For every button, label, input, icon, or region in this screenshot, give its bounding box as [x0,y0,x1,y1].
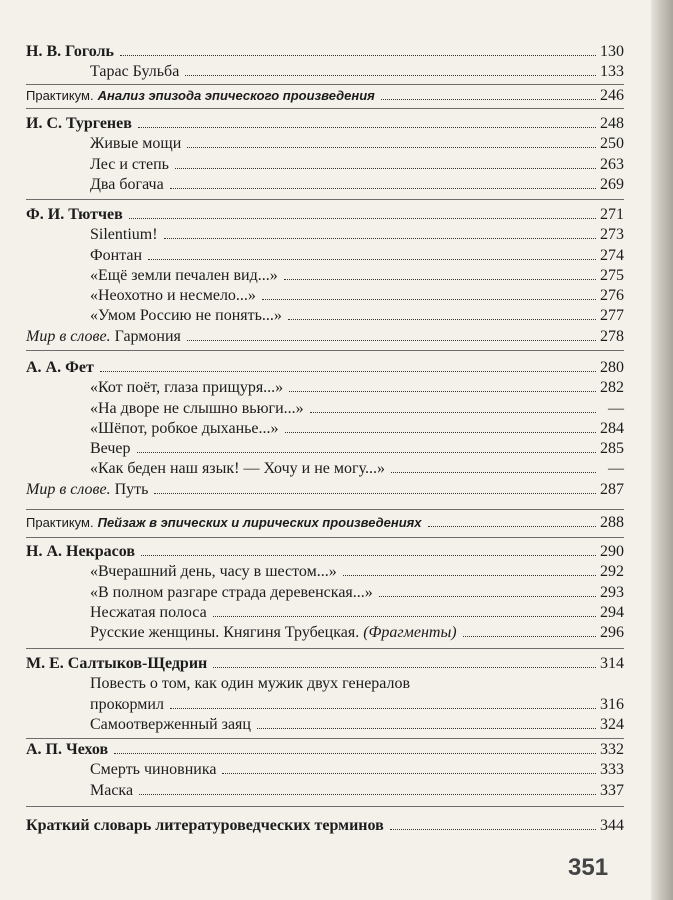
toc-work-entry[interactable] [26,562,624,582]
toc-work-entry[interactable] [26,266,624,286]
dot-leader [428,526,596,527]
page-ref: 284 [600,419,624,437]
toc-mir-entry[interactable] [26,480,624,500]
divider [26,84,624,85]
page-ref: 282 [600,379,624,397]
work-title: «Вчерашний день, часу в шестом...» [90,563,337,581]
page-ref: 273 [600,226,624,244]
author-name: И. С. Тургенев [26,115,132,132]
toc-section-nekrasov [26,542,624,643]
toc-work-entry[interactable] [26,781,624,801]
work-title: Живые мощи [90,135,182,153]
page-ref: 333 [600,761,624,779]
toc-glossary-entry[interactable] [26,816,624,836]
practicum-title: Пейзаж в эпических и лирических произведениях [97,515,422,530]
page-ref: 248 [600,115,624,132]
toc-practicum-entry[interactable] [26,513,624,533]
toc-work-entry[interactable] [26,419,624,439]
dot-leader [120,55,596,56]
toc-practicum-entry[interactable] [26,86,624,106]
toc-work-entry[interactable] [26,378,624,398]
dot-leader [187,147,596,148]
work-title: «Умом Россию не понять...» [90,307,282,325]
page-ref: 250 [600,135,624,153]
page-ref: 293 [600,583,624,601]
work-title: Тарас Бульба [90,63,180,81]
dot-leader [289,391,596,392]
page-ref: 294 [600,603,624,621]
dot-leader [154,493,596,494]
dot-leader [213,667,596,668]
toc-section-chekhov [26,740,624,801]
divider [26,199,624,200]
divider [26,806,624,807]
page-ref: 332 [600,741,624,758]
toc-section-fet [26,358,624,500]
mir-heading: Мир в слове. [26,327,111,345]
mir-heading: Мир в слове. [26,480,111,498]
page-ref: 337 [600,781,624,799]
practicum-title: Анализ эпизода эпического произведения [97,88,375,103]
toc-work-entry[interactable] [26,225,624,245]
work-title: «Неохотно и несмело...» [90,287,256,305]
page-ref: 324 [600,715,624,733]
work-title: «Шёпот, робкое дыханье...» [90,419,279,437]
page-ref: 271 [600,206,624,223]
dot-leader [129,218,596,219]
dot-leader [381,99,596,100]
toc-work-entry-cont[interactable] [26,695,624,715]
dot-leader [148,259,596,260]
toc-work-entry[interactable] [26,134,624,154]
dot-leader [138,127,596,128]
toc-work-entry[interactable] [26,175,624,195]
page-number: 351 [568,854,609,881]
mir-topic: Гармония [114,327,181,345]
page-ref: — [608,399,624,417]
work-title: Маска [90,781,134,799]
page-ref: 296 [600,624,624,642]
toc-author-entry[interactable] [26,42,624,62]
work-title: Самоотверженный заяц [90,715,251,733]
page-ref: 344 [600,817,624,834]
dot-leader [213,616,596,617]
work-title-line1: Повесть о том, как один мужик двух генералов [90,675,411,693]
author-name: А. А. Фет [26,359,94,376]
dot-leader [187,340,596,341]
page-ref: 263 [600,155,624,173]
toc-author-entry[interactable] [26,358,624,378]
page-ref: 288 [600,514,624,531]
toc-work-entry[interactable] [26,623,624,643]
author-name: Н. В. Гоголь [26,43,114,60]
dot-leader [170,708,596,709]
dot-leader [139,794,596,795]
author-name: А. П. Чехов [26,741,109,758]
toc-work-entry[interactable] [26,603,624,623]
page-ref: 130 [600,43,624,60]
dot-leader [141,555,596,556]
work-title: «Как беден наш язык! — Хочу и не могу...» [90,460,385,478]
toc-author-entry[interactable] [26,740,624,760]
glossary-title: Краткий словарь литературоведческих терминов [26,817,384,834]
page-ref: 314 [600,655,624,672]
work-title: Фонтан [90,246,143,264]
toc-work-entry[interactable] [26,62,624,82]
toc-section-turgenev [26,114,624,195]
toc-section-gogol [26,42,624,83]
dot-leader [175,168,596,169]
dot-leader [222,773,596,774]
work-title: «Кот поёт, глаза прищуря...» [90,379,284,397]
page-ref: 277 [600,307,624,325]
divider [26,509,624,510]
page-ref: 287 [600,480,624,498]
toc-mir-entry[interactable] [26,327,624,347]
divider [26,350,624,351]
page-ref: 316 [600,695,624,713]
author-name: Ф. И. Тютчев [26,206,123,223]
dot-leader [463,636,596,637]
toc-section-saltykov [26,654,624,735]
mir-topic: Путь [114,480,149,498]
page-ref: 276 [600,287,624,305]
toc-glossary [26,816,624,836]
toc-work-entry[interactable] [26,399,624,419]
page-ref: 274 [600,246,624,264]
practicum-label: Практикум. [26,515,94,530]
dot-leader [379,596,596,597]
toc-work-entry[interactable] [26,459,624,479]
page-ref: 280 [600,359,624,376]
work-title: «На дворе не слышно вьюги...» [90,399,304,417]
toc-author-entry[interactable] [26,654,624,674]
author-name: Н. А. Некрасов [26,543,136,560]
dot-leader [100,371,596,372]
page-ref: 269 [600,175,624,193]
page-ref: 285 [600,440,624,458]
toc-author-entry[interactable] [26,114,624,134]
dot-leader [185,75,596,76]
divider [26,738,624,739]
work-title: Русские женщины. Княгиня Трубецкая. [90,624,360,642]
toc-work-entry[interactable] [26,674,624,694]
page-ref: 275 [600,266,624,284]
toc-author-entry[interactable] [26,205,624,225]
toc-practicum-2 [26,513,624,533]
page-ref: 246 [600,87,624,104]
toc-work-entry[interactable] [26,583,624,603]
page-ref: 290 [600,543,624,560]
dot-leader [164,238,596,239]
work-title: Смерть чиновника [90,761,217,779]
work-title-line2: прокормил [90,695,164,713]
page-ref: — [608,460,624,478]
work-title: Два богача [90,175,164,193]
dot-leader [390,829,596,830]
dot-leader [170,188,596,189]
toc-work-entry[interactable] [26,715,624,735]
dot-leader [257,728,596,729]
dot-leader [391,472,596,473]
toc-work-entry[interactable] [26,760,624,780]
work-title: «В полном разгаре страда деревенская...» [90,583,373,601]
page-ref: 292 [600,563,624,581]
toc-author-entry[interactable] [26,542,624,562]
dot-leader [288,319,596,320]
dot-leader [310,412,596,413]
dot-leader [285,432,596,433]
page-ref: 133 [600,63,624,81]
toc-work-entry[interactable] [26,246,624,266]
toc-practicum-1 [26,86,624,106]
work-note: (Фрагменты) [363,624,457,642]
work-title: «Ещё земли печален вид...» [90,266,278,284]
work-title: Несжатая полоса [90,603,207,621]
toc-work-entry[interactable] [26,439,624,459]
dot-leader [284,279,596,280]
toc-section-tyutchev [26,205,624,347]
divider [26,108,624,109]
page-ref: 278 [600,327,624,345]
divider [26,537,624,538]
toc-work-entry[interactable] [26,155,624,175]
divider [26,648,624,649]
work-title: Silentium! [90,226,158,244]
practicum-label: Практикум. [26,88,94,103]
work-title: Вечер [90,440,131,458]
work-title: Лес и степь [90,155,169,173]
dot-leader [114,753,596,754]
toc-work-entry[interactable] [26,306,624,326]
dot-leader [343,575,596,576]
toc-work-entry[interactable] [26,286,624,306]
author-name: М. Е. Салтыков-Щедрин [26,655,208,672]
dot-leader [262,299,596,300]
dot-leader [137,452,596,453]
